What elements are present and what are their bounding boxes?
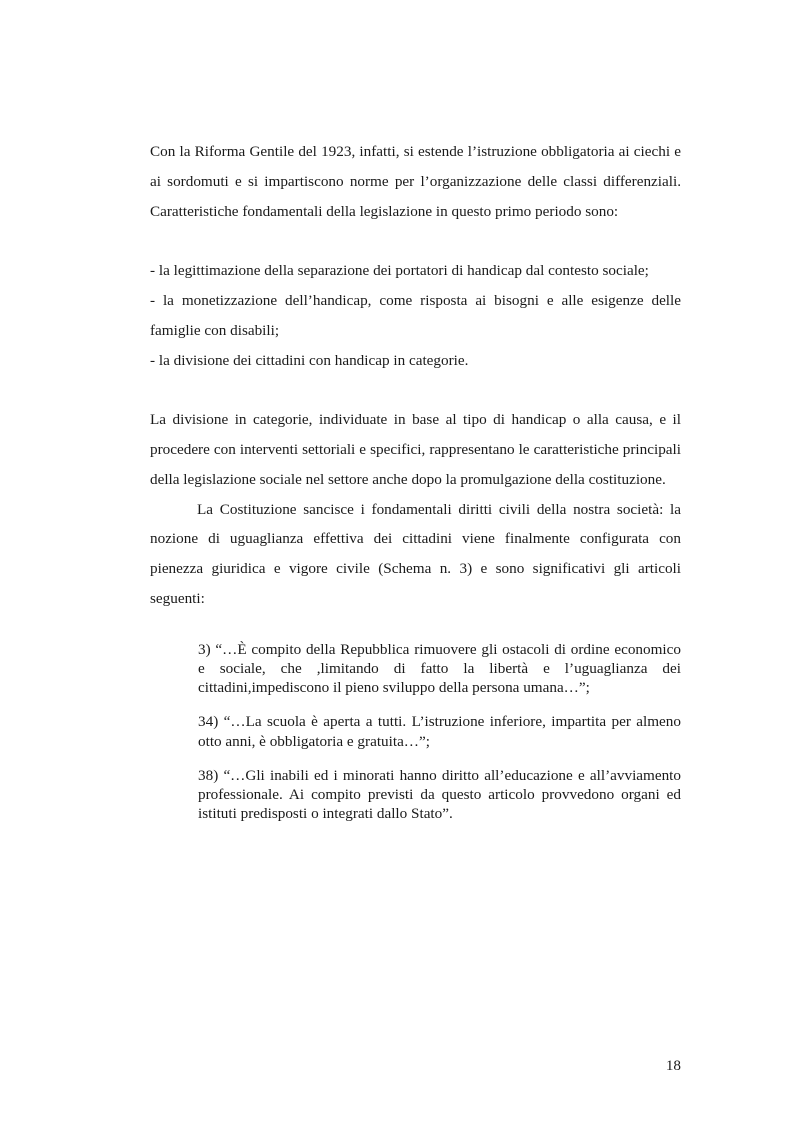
article-quote: 38) “…Gli inabili ed i minorati hanno diritto all’educazione e all’avviamento professionale. Ai compito previsti da questo articolo provvedono organi ed istituti predisposti o integrati dallo Stato”. <box>198 766 681 823</box>
page-body <box>150 137 681 838</box>
paragraph-costituzione: La Costituzione sancisce i fondamentali diritti civili della nostra società: la nozione di uguaglianza effettiva dei cittadini viene finalmente configurata con pienezza giuridica e vigore civile (Schema n. 3) e sono significativi gli articoli seguenti: <box>150 500 681 607</box>
constitution-articles <box>198 640 681 824</box>
paragraph-divisione-categorie: La divisione in categorie, individuate in base al tipo di handicap o alla causa, e il procedere con interventi settoriali e specifici, rappresentano le caratteristiche principali della legislazione sociale nel settore anche dopo la promulgazione della costituzione. <box>150 411 681 488</box>
list-item: - la monetizzazione dell’handicap, come risposta ai bisogni e alle esigenze delle famiglie con disabili; <box>150 291 681 339</box>
article-quote: 34) “…La scuola è aperta a tutti. L’istruzione inferiore, impartita per almeno otto anni, è obbligatoria e gratuita…”; <box>198 713 681 750</box>
page-number: 18 <box>665 1057 681 1074</box>
paragraph-gap <box>150 226 681 256</box>
characteristics-list <box>150 256 681 375</box>
article-quote: 3) “…È compito della Repubblica rimuovere gli ostacoli di ordine economico e sociale, che ,limitando di fatto la libertà e l’uguaglianza dei cittadini,impediscono il pieno sviluppo della persona umana…”; <box>198 640 681 697</box>
list-item: - la divisione dei cittadini con handicap in categorie. <box>150 351 469 369</box>
paragraph-gap <box>150 375 681 405</box>
list-item: - la legittimazione della separazione dei portatori di handicap dal contesto sociale; <box>150 262 649 280</box>
paragraph-riforma-gentile: Con la Riforma Gentile del 1923, infatti, si estende l’istruzione obbligatoria ai ciechi e ai sordomuti e si impartiscono norme per l’organizzazione delle classi differenziali. Caratteristiche fondamentali della legislazione in questo primo periodo sono: <box>150 143 681 220</box>
